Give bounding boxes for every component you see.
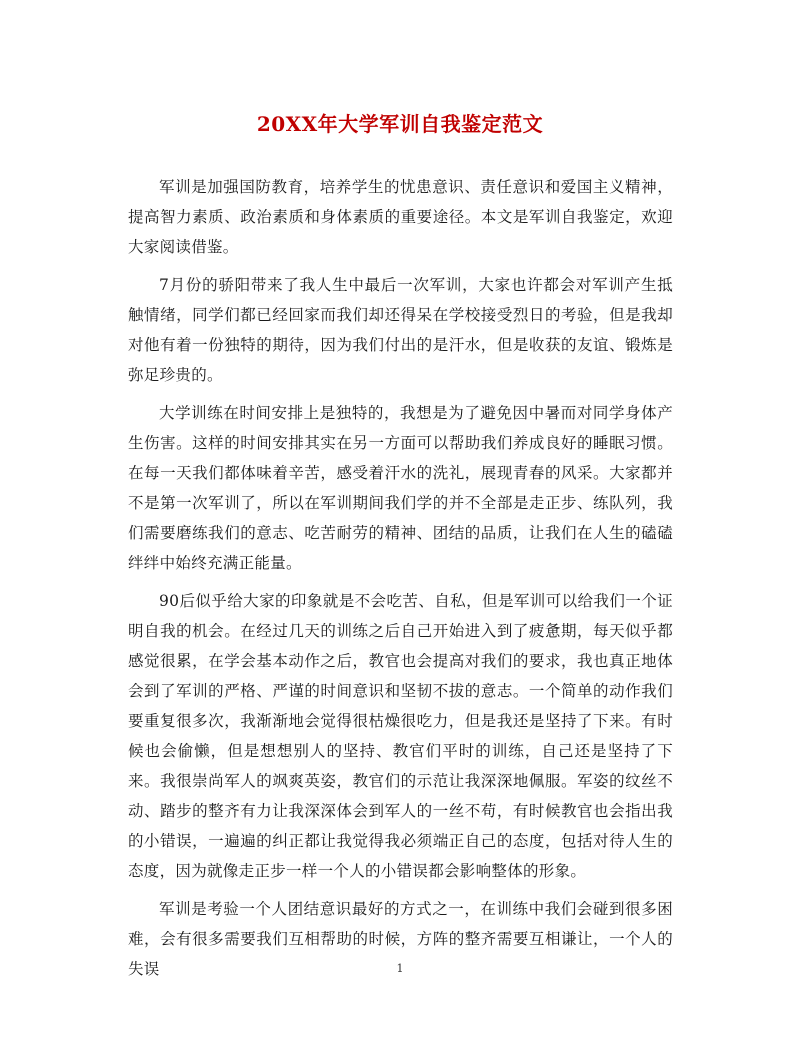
- document-body: [128, 172, 673, 992]
- paragraph-intro: 军训是加强国防教育，培养学生的忧患意识、责任意识和爱国主义精神，提高智力素质、政治素质和身体素质的重要途径。本文是军训自我鉴定，欢迎大家阅读借鉴。: [128, 178, 673, 256]
- paragraph-teamwork: 军训是考验一个人团结意识最好的方式之一，在训练中我们会碰到很多困难，会有很多需要我们互相帮助的时候，方阵的整齐需要互相谦让，一个人的失误: [128, 900, 673, 978]
- document-title: 20XX年大学军训自我鉴定范文: [256, 112, 544, 136]
- paragraph-schedule: 大学训练在时间安排上是独特的，我想是为了避免因中暑而对同学身体产生伤害。这样的时间安排其实在另一方面可以帮助我们养成良好的睡眠习惯。在每一天我们都体味着辛苦，感受着汗水的洗礼，展现青春的风采。大家都并不是第一次军训了，所以在军训期间我们学的并不全部是走正步、练队列，我们需要磨练我们的意志、吃苦耐劳的精神、团结的品质，让我们在人生的磕磕绊绊中始终充满正能量。: [128, 404, 673, 572]
- page-number: 1: [396, 962, 404, 975]
- paragraph-july-training: 7月份的骄阳带来了我人生中最后一次军训，大家也许都会对军训产生抵触情绪，同学们都已经回家而我们却还得呆在学校接受烈日的考验，但是我却对他有着一份独特的期待，因为我们付出的是汗水，但是收获的友谊、锻炼是弥足珍贵的。: [128, 276, 673, 384]
- paragraph-post90s: 90后似乎给大家的印象就是不会吃苦、自私，但是军训可以给我们一个证明自我的机会。在经过几天的训练之后自己开始进入到了疲惫期，每天似乎都感觉很累，在学会基本动作之后，教官也会提高对我们的要求，我也真正地体会到了军训的严格、严谨的时间意识和坚韧不拔的意志。一个简单的动作我们要重复很多次，我渐渐地会觉得很枯燥很吃力，但是我还是坚持了下来。有时候也会偷懒，但是想想别人的坚持、教官们平时的训练，自己还是坚持了下来。我很崇尚军人的飒爽英姿，教官们的示范让我深深地佩服。军姿的纹丝不动、踏步的整齐有力让我深深体会到军人的一丝不苟，有时候教官也会指出我的小错误，一遍遍的纠正都让我觉得我必须端正自己的态度，包括对待人生的态度，因为就像走正步一样一个人的小错误都会影响整体的形象。: [128, 592, 673, 880]
